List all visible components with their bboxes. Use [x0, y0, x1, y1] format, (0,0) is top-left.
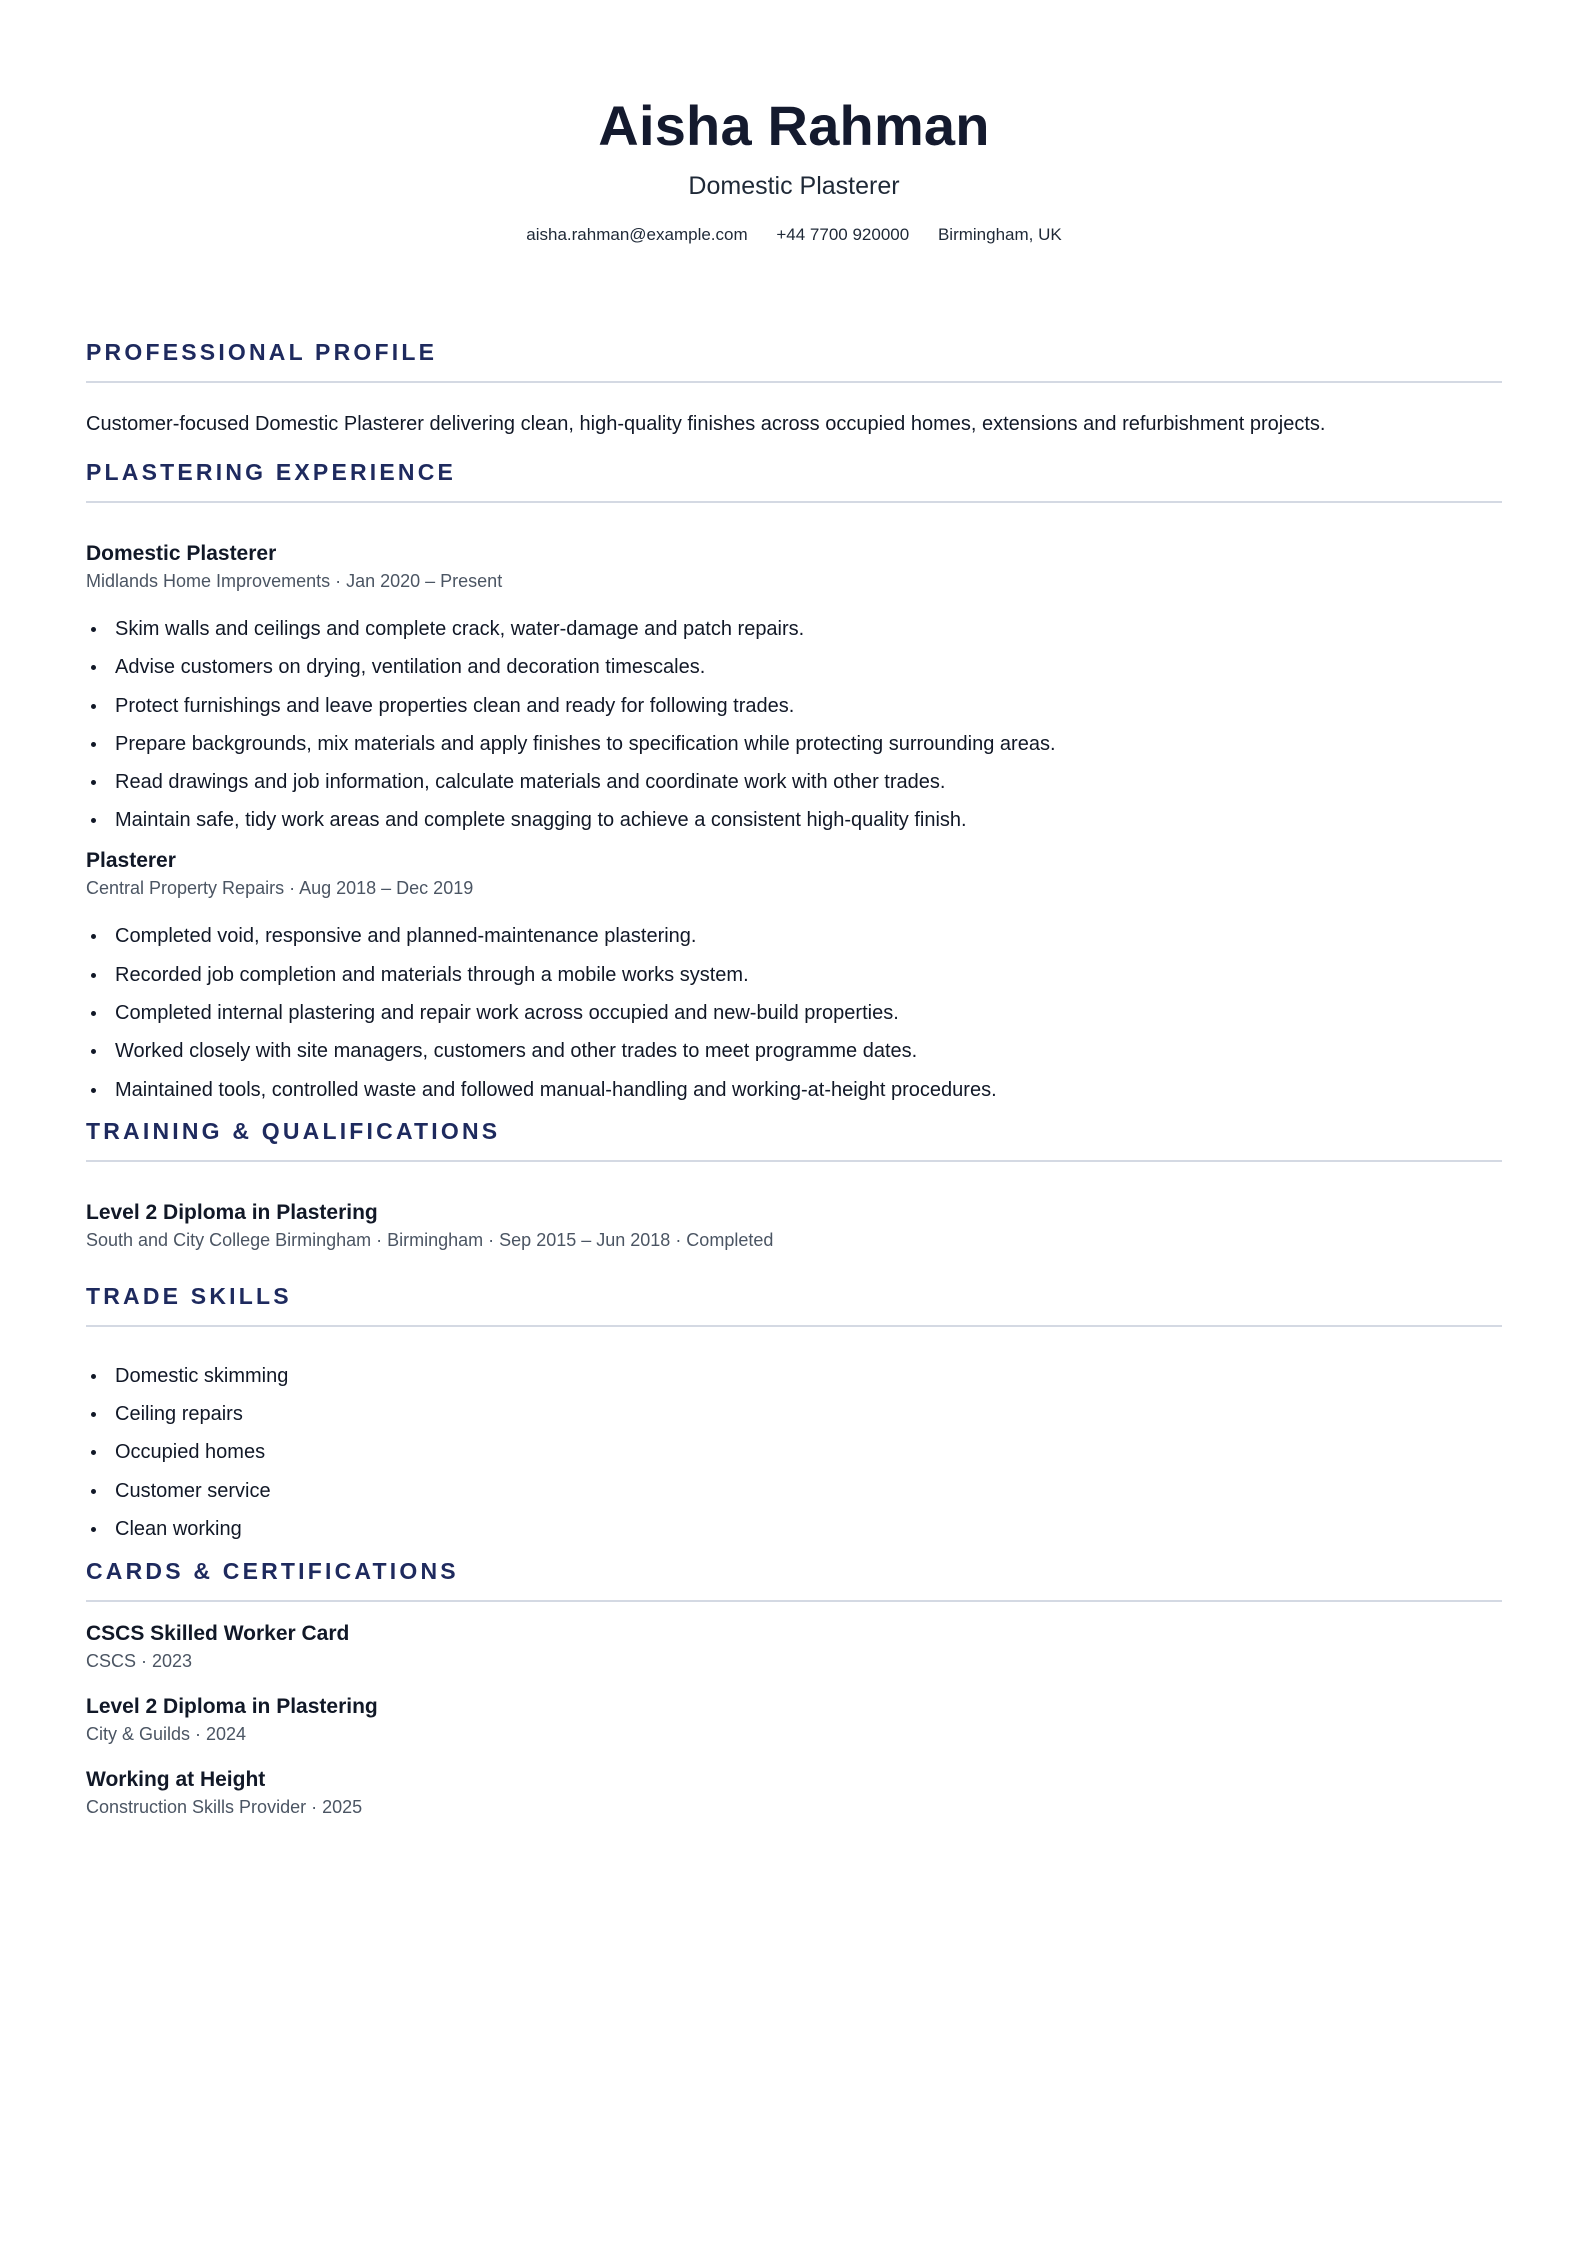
training-section — [86, 1116, 1502, 1252]
contact-email[interactable]: aisha.rahman@example.com — [526, 225, 748, 244]
certification-entry — [86, 1766, 1502, 1819]
candidate-headline: Domestic Plasterer — [688, 172, 900, 200]
job-bullet: Maintain safe, tidy work areas and complete snagging to achieve a consistent high-quality finish. — [86, 807, 1502, 833]
job-bullet: Worked closely with site managers, customers and other trades to meet programme dates. — [86, 1038, 1502, 1064]
job-bullet: Read drawings and job information, calculate materials and coordinate work with other trades. — [86, 769, 1502, 795]
job-bullet: Completed void, responsive and planned-maintenance plastering. — [86, 923, 1502, 949]
job-bullet: Protect furnishings and leave properties clean and ready for following trades. — [86, 693, 1502, 719]
profile-section — [86, 337, 1502, 438]
contact-phone[interactable]: +44 7700 920000 — [776, 225, 910, 244]
job-bullet: Prepare backgrounds, mix materials and apply finishes to specification while protecting surrounding areas. — [86, 731, 1502, 757]
contact-location: Birmingham, UK — [937, 225, 1062, 244]
certification-meta: Construction Skills Provider · 2025 — [86, 1796, 363, 1817]
job-entry — [86, 847, 1502, 1102]
training-entry — [86, 1199, 1502, 1252]
section-title-skills: TRADE SKILLS — [86, 1281, 1502, 1327]
job-bullet: Skim walls and ceilings and complete crack, water-damage and patch repairs. — [86, 616, 1502, 642]
certification-name: Level 2 Diploma in Plastering — [86, 1694, 378, 1718]
skill-item: Customer service — [86, 1478, 1502, 1504]
qualification-meta: South and City College Birmingham · Birmingham · Sep 2015 – Jun 2018 · Completed — [86, 1229, 774, 1250]
job-role: Domestic Plasterer — [86, 542, 277, 565]
candidate-name: Aisha Rahman — [598, 94, 990, 157]
job-bullets — [86, 616, 1502, 833]
section-title-profile: PROFESSIONAL PROFILE — [86, 337, 1502, 383]
section-title-certifications: CARDS & CERTIFICATIONS — [86, 1556, 1502, 1602]
skills-section — [86, 1281, 1502, 1542]
job-meta: Central Property Repairs · Aug 2018 – Dec 2019 — [86, 878, 474, 899]
certification-meta: CSCS · 2023 — [86, 1650, 193, 1671]
certification-entry — [86, 1620, 1502, 1673]
job-bullet: Completed internal plastering and repair work across occupied and new-build properties. — [86, 1000, 1502, 1026]
resume-header — [86, 0, 1502, 246]
job-role: Plasterer — [86, 849, 176, 873]
job-entry — [86, 540, 1502, 833]
job-bullet: Maintained tools, controlled waste and followed manual-handling and working-at-height procedures. — [86, 1077, 1502, 1103]
skill-item: Occupied homes — [86, 1439, 1502, 1465]
job-bullet: Recorded job completion and materials through a mobile works system. — [86, 962, 1502, 988]
job-meta: Midlands Home Improvements · Jan 2020 – Present — [86, 571, 503, 591]
job-bullets — [86, 923, 1502, 1102]
profile-text: Customer-focused Domestic Plasterer delivering clean, high-quality finishes across occupied homes, extensions and refurbishment projects. — [86, 413, 1326, 435]
contact-line — [86, 224, 1502, 246]
experience-section — [86, 457, 1502, 1103]
certification-meta: City & Guilds · 2024 — [86, 1723, 247, 1744]
certification-name: Working at Height — [86, 1767, 266, 1791]
skill-item: Ceiling repairs — [86, 1401, 1502, 1427]
skill-item: Domestic skimming — [86, 1363, 1502, 1389]
section-title-training: TRAINING & QUALIFICATIONS — [86, 1116, 1502, 1162]
certification-entry — [86, 1693, 1502, 1746]
certification-name: CSCS Skilled Worker Card — [86, 1621, 350, 1645]
job-bullet: Advise customers on drying, ventilation and decoration timescales. — [86, 654, 1502, 680]
certifications-section — [86, 1556, 1502, 1819]
section-title-experience: PLASTERING EXPERIENCE — [86, 457, 1502, 503]
qualification-name: Level 2 Diploma in Plastering — [86, 1200, 378, 1224]
skills-list — [86, 1363, 1502, 1542]
skill-item: Clean working — [86, 1516, 1502, 1542]
